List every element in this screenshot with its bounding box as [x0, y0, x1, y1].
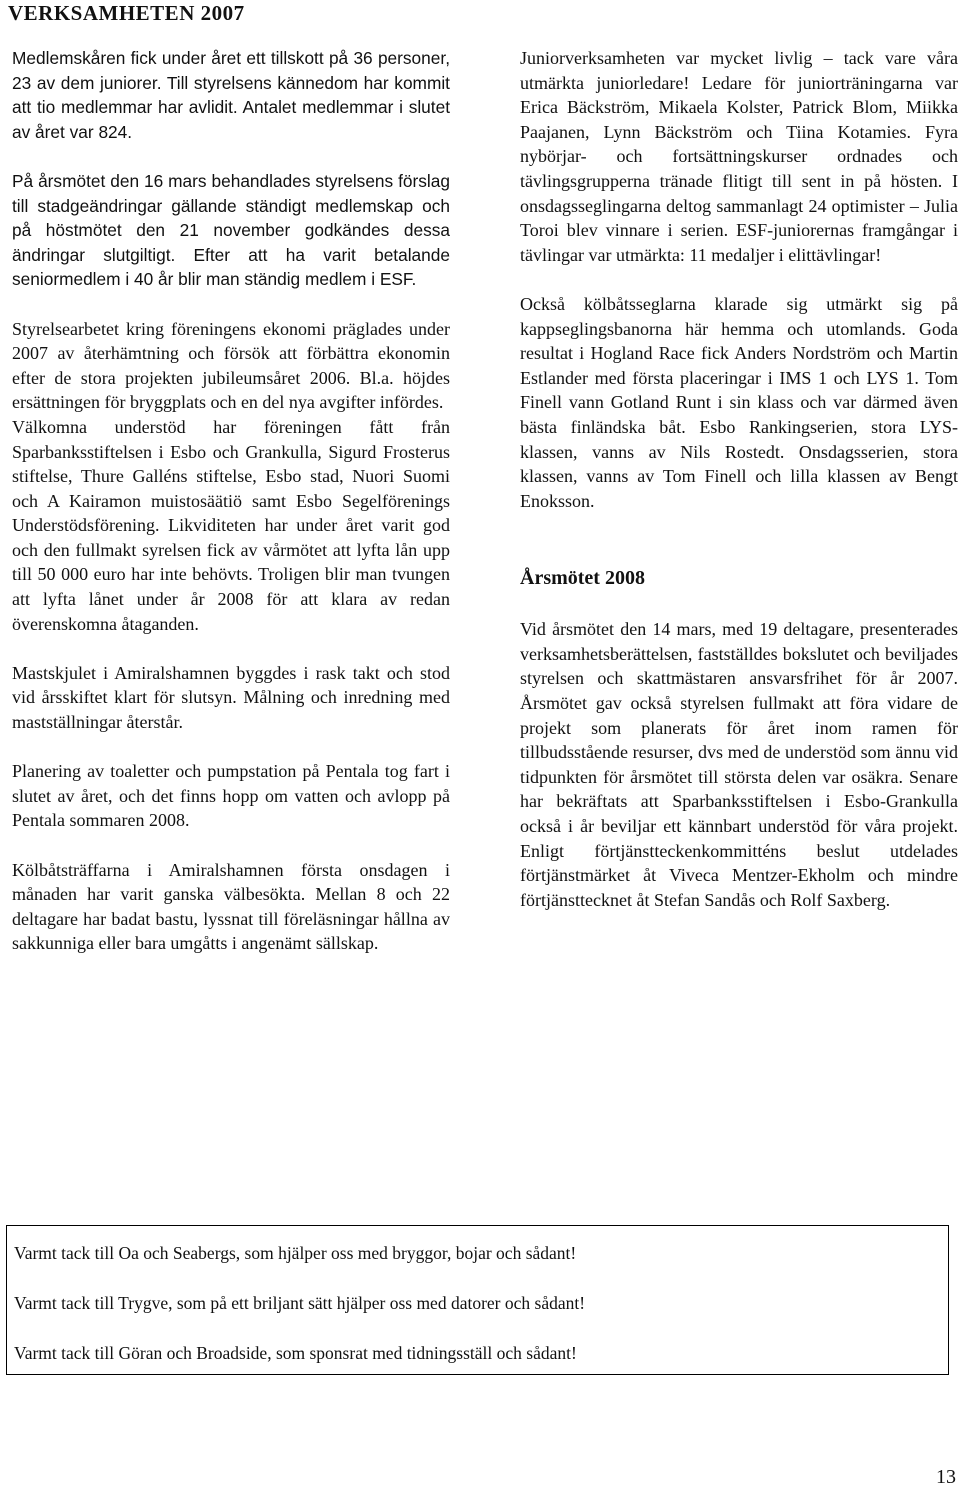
page-title: VERKSAMHETEN 2007: [8, 1, 245, 25]
thanks-line: Varmt tack till Trygve, som på ett briljant sätt hjälper oss med datorer och sådant!: [14, 1293, 586, 1313]
paragraph-membership: Medlemskåren fick under året ett tillskott på 36 personer, 23 av dem juniorer. Till styrelsens kännedom har kommit att tio medlemmar har avlidit. Antalet medlemmar i slutet av året var 824.: [12, 48, 450, 142]
paragraph-pentala: Planering av toaletter och pumpstation på Pentala tog fart i slutet av året, och det finns hopp om vatten och avlopp på Pentala sommaren 2008.: [12, 761, 450, 831]
left-column: [12, 46, 450, 956]
paragraph-keelboat-meetings: Kölbåtsträffarna i Amiralshamnen första onsdagen i månaden har varit ganska välbesökta. Mellan 8 och 22 deltagare har badat bastu, lyssnat till föreläsningar hållna av sakkunniga eller bara umgåtts i angenämt sällskap.: [12, 859, 450, 954]
paragraph-annual-meeting-rules: På årsmötet den 16 mars behandlades styrelsens förslag till stadgeändringar gällande ständigt medlemskap och på höstmötet den 21 november godkändes dessa ändringar slutgiltigt. Efter att ha varit betalande seniormedlem i 40 år blir man ständig medlem i ESF.: [12, 170, 450, 290]
thanks-line: Varmt tack till Oa och Seabergs, som hjälper oss med bryggor, bojar och sådant!: [14, 1243, 577, 1263]
thanks-line: Varmt tack till Göran och Broadside, som sponsrat med tidningsställ och sådant!: [14, 1343, 577, 1363]
paragraph-grants: Välkomna understöd har föreningen fått från Sparbanksstiftelsen i Esbo och Grankulla, Sigurd Frosterus stiftelse, Thure Galléns stiftelse, Esbo stad, Nuori Suomi och A Kairamon muistosäätiö samt Esbo Segelförenings Understödsförening. Likviditeten har under året varit god och den fullmakt syrelsen fick av vårmötet att lyfta lån upp till 50 000 euro har inte behövts. Troligen blir man tvungen att lyfta lånet under år 2008 för att klara av redan överenskomna åtaganden.: [12, 416, 450, 634]
paragraph-economy: Styrelsearbetet kring föreningens ekonomi präglades under 2007 av återhämtning och försök att förbättra ekonomin efter de stora projekten jubileumsåret 2006. Bl.a. höjdes ersättningen för bryggplats och en del nya avgifter infördes.: [12, 318, 450, 413]
paragraph-juniors: Juniorverksamheten var mycket livlig – tack vare våra utmärkta juniorledare! Ledare för juniorträningarna var Erica Bäckström, Mikaela Kolster, Patrick Blom, Miikka Paajanen, Lynn Bäckström och Tiina Kotamies. Fyra nybörjar- och fortsättningskurser ordnades och tävlingsgrupperna tränade flitigt till sent in på hösten. I onsdagsseglingarna deltog sammanlagt 24 optimister – Julia Toroi blev vinnare i serien. ESF-juniorernas framgångar i tävlingar var utmärkta: 11 medaljer i elittävlingar!: [520, 48, 958, 265]
page-number: 13: [936, 1466, 956, 1488]
paragraph-keelboat-results: Också kölbåtsseglarna klarade sig utmärkt sig på kappseglingsbanorna här hemma och utomlands. Goda resultat i Hogland Race fick Anders Nordström och Martin Estlander med första placeringar i IMS 1 och LYS 1. Tom Finell vann Gotland Runt i sin klass och var därmed även bästa finländska båt. Esbo Rankingserien, stora LYS-klassen, vanns av Nils Rostedt. Onsdagsserien, stora klassen, vanns av Tom Finell och lilla klassen av Bengt Enoksson.: [520, 293, 958, 511]
paragraph-annual-meeting-2008: Vid årsmötet den 14 mars, med 19 deltagare, presenterades verksamhetsberättelsen, fastställdes bokslutet och beviljades styrelsen och skattmästaren ansvarsfrihet för år 2007. Årsmötet gav också styrelsen fullmakt att föra vidare de projekt som planerats för året inom ramen för tillbudsstående resurser, dvs med de understöd som ännu vid tidpunkten för årsmötet till största delen var osäkra. Senare har bekräftats att Sparbanksstiftelsen i Esbo-Grankulla också i år beviljar ett kännbart understöd för våra projekt. Enligt förtjänstteckenkommitténs beslut utdelades förtjänstmärket åt Viveca Mentzer-Ekholm och mindre förtjänsttecknet åt Stefan Sandås och Rolf Saxberg.: [520, 619, 958, 910]
section-heading-annual-meeting-2008: Årsmötet 2008: [520, 567, 645, 590]
right-column: [520, 46, 958, 912]
paragraph-mast-shed: Mastskjulet i Amiralshamnen byggdes i rask takt och stod vid årsskiftet klart för slutsyn. Målning och inredning med mastställningar återstår.: [12, 662, 450, 733]
thanks-box: [6, 1225, 949, 1375]
